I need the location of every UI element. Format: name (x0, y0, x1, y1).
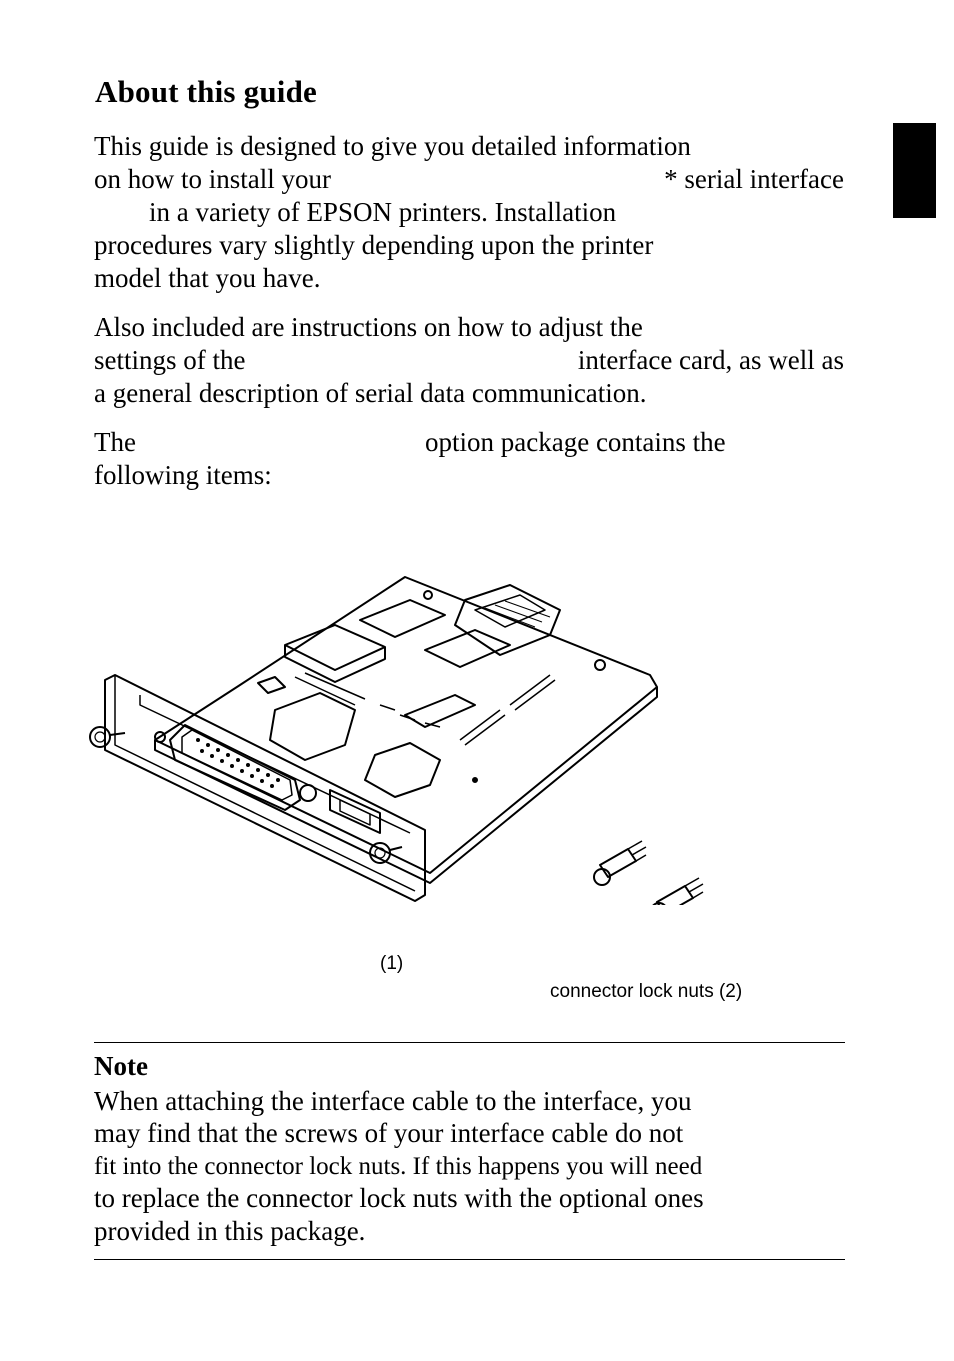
settings-line-3: a general description of serial data communication. (94, 378, 647, 408)
intro-line-2: on how to install your (94, 164, 331, 194)
note-line-5: provided in this package. (94, 1216, 366, 1246)
card-caption: (1) (380, 953, 404, 974)
nuts-caption: connector lock nuts (2) (550, 981, 743, 1002)
package-line-2: following items: (94, 460, 272, 490)
section-tab-marker (893, 123, 936, 218)
intro-line-1: This guide is designed to give you detailed information (94, 131, 691, 161)
lock-nut-1 (594, 841, 646, 885)
settings-line-1: Also included are instructions on how to adjust the (94, 312, 643, 342)
interface-card-illustration (80, 565, 720, 905)
section-heading: About this guide (95, 74, 317, 109)
intro-line-5: model that you have. (94, 263, 321, 293)
note-title: Note (94, 1051, 148, 1081)
intro-line-2b: * serial interface (664, 164, 844, 194)
note-line-4: to replace the connector lock nuts with the optional ones (94, 1183, 704, 1213)
settings-line-2b: interface card, as well as (577, 345, 844, 375)
lock-nut-2 (651, 878, 703, 905)
note-top-rule (94, 1042, 845, 1043)
note-line-2: may find that the screws of your interface cable do not (94, 1118, 684, 1148)
note-line-3: fit into the connector lock nuts. If this happens you will need (94, 1153, 703, 1180)
intro-line-3: in a variety of EPSON printers. Installation (149, 197, 617, 227)
note-line-1: When attaching the interface cable to the interface, you (94, 1086, 692, 1116)
package-line-1: The (94, 427, 136, 457)
note-bottom-rule (94, 1259, 845, 1260)
package-line-1b: option package contains the (425, 427, 726, 457)
intro-line-4: procedures vary slightly depending upon the printer (94, 230, 654, 260)
settings-line-2: settings of the (94, 345, 246, 375)
